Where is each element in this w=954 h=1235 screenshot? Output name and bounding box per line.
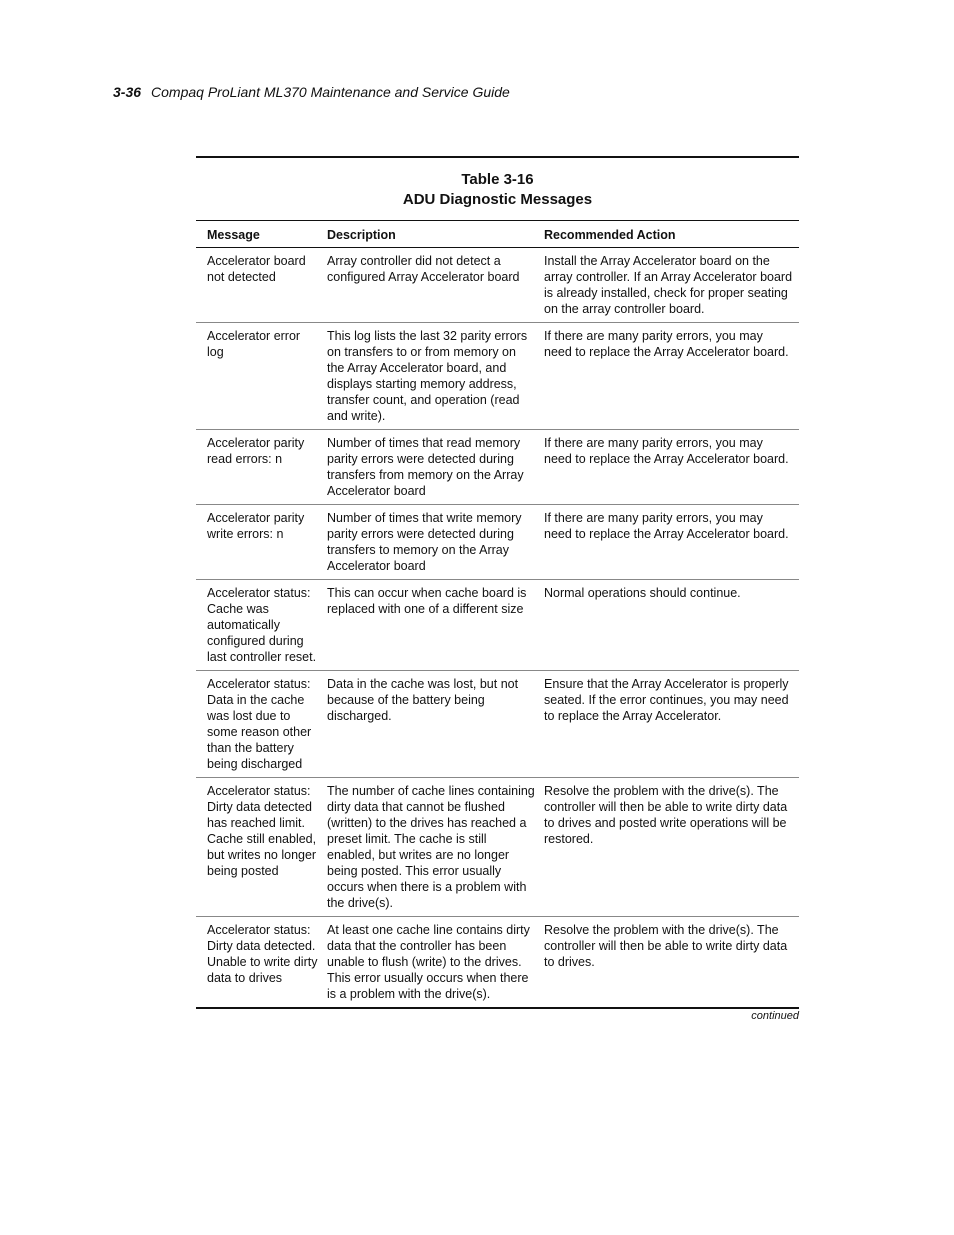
table-row bbox=[196, 778, 799, 917]
cell-description: At least one cache line contains dirty data that the controller has been unable to flush (write) to the drives. This error usually occurs when there is a problem with the drive(s). bbox=[327, 917, 544, 1009]
cell-action: Normal operations should continue. bbox=[544, 580, 799, 671]
cell-message: Accelerator status: Dirty data detected. Unable to write dirty data to drives bbox=[196, 917, 327, 1009]
cell-message: Accelerator status: Cache was automatically configured during last controller reset. bbox=[196, 580, 327, 671]
cell-description: Array controller did not detect a configured Array Accelerator board bbox=[327, 248, 544, 323]
table-row bbox=[196, 248, 799, 323]
cell-message: Accelerator error log bbox=[196, 323, 327, 430]
continued-note: continued bbox=[751, 1010, 799, 1022]
cell-action: If there are many parity errors, you may need to replace the Array Accelerator board. bbox=[544, 323, 799, 430]
running-header bbox=[113, 84, 510, 100]
table-row bbox=[196, 917, 799, 1009]
column-header-message: Message bbox=[196, 221, 327, 248]
table-caption bbox=[196, 156, 799, 221]
cell-message: Accelerator parity read errors: n bbox=[196, 430, 327, 505]
table-row bbox=[196, 580, 799, 671]
cell-action: Resolve the problem with the drive(s). The controller will then be able to write dirty data to drives and posted write operations will be restored. bbox=[544, 778, 799, 917]
cell-action: If there are many parity errors, you may need to replace the Array Accelerator board. bbox=[544, 505, 799, 580]
cell-action: Install the Array Accelerator board on the array controller. If an Array Accelerator board is already installed, check for proper seating on the array controller board. bbox=[544, 248, 799, 323]
column-header-action: Recommended Action bbox=[544, 221, 799, 248]
table-number: Table 3-16 bbox=[461, 171, 534, 188]
table-row bbox=[196, 430, 799, 505]
cell-message: Accelerator status: Data in the cache was lost due to some reason other than the battery being discharged bbox=[196, 671, 327, 778]
cell-message: Accelerator board not detected bbox=[196, 248, 327, 323]
guide-title: Compaq ProLiant ML370 Maintenance and Service Guide bbox=[151, 84, 510, 100]
cell-description: This log lists the last 32 parity errors on transfers to or from memory on the Array Accelerator board, and displays starting memory address, transfer count, and operation (read and write). bbox=[327, 323, 544, 430]
cell-action: If there are many parity errors, you may need to replace the Array Accelerator board. bbox=[544, 430, 799, 505]
cell-description: Number of times that read memory parity errors were detected during transfers from memory on the Array Accelerator board bbox=[327, 430, 544, 505]
cell-description: This can occur when cache board is replaced with one of a different size bbox=[327, 580, 544, 671]
table-row bbox=[196, 671, 799, 778]
diagnostic-messages-table bbox=[196, 156, 799, 1022]
cell-description: Number of times that write memory parity errors were detected during transfers to memory on the Array Accelerator board bbox=[327, 505, 544, 580]
page-number: 3-36 bbox=[113, 84, 142, 100]
table-header-row bbox=[196, 221, 799, 248]
cell-message: Accelerator parity write errors: n bbox=[196, 505, 327, 580]
cell-description: Data in the cache was lost, but not because of the battery being discharged. bbox=[327, 671, 544, 778]
messages-table bbox=[196, 221, 799, 1009]
cell-action: Resolve the problem with the drive(s). The controller will then be able to write dirty data to drives. bbox=[544, 917, 799, 1009]
cell-message: Accelerator status: Dirty data detected has reached limit. Cache still enabled, but writes no longer being posted bbox=[196, 778, 327, 917]
cell-action: Ensure that the Array Accelerator is properly seated. If the error continues, you may need to replace the Array Accelerator. bbox=[544, 671, 799, 778]
table-row bbox=[196, 323, 799, 430]
cell-description: The number of cache lines containing dirty data that cannot be flushed (written) to the drives has reached a preset limit. The cache is still enabled, but writes are no longer being posted. This error usually occurs when there is a problem with the drive(s). bbox=[327, 778, 544, 917]
table-row bbox=[196, 505, 799, 580]
table-title: ADU Diagnostic Messages bbox=[402, 191, 593, 208]
column-header-description: Description bbox=[327, 221, 544, 248]
